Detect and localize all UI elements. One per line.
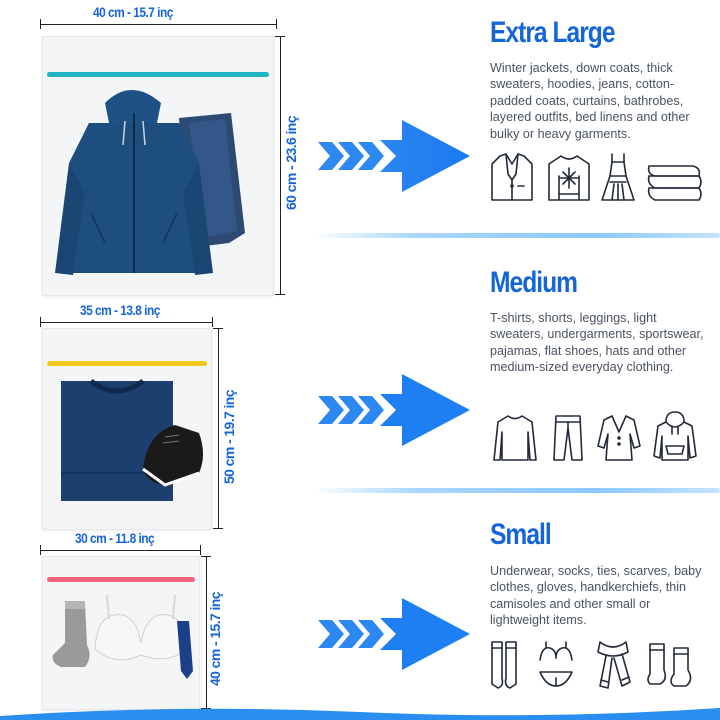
small-height-label: 40 cm - 15.7 inç <box>207 592 223 686</box>
blazer-icon <box>488 152 536 204</box>
medium-arrow-icon <box>318 372 470 448</box>
large-width-line <box>40 24 276 25</box>
small-width-label: 30 cm - 11.8 inç <box>75 530 155 546</box>
scarf-icon <box>592 638 634 692</box>
medium-height-tick-bottom <box>213 528 223 529</box>
medium-height-label: 50 cm - 19.7 inç <box>221 390 237 484</box>
small-bag-zipper <box>47 577 195 582</box>
small-height-tick-top <box>201 556 211 557</box>
large-arrow-icon <box>318 118 470 194</box>
jacket-image <box>49 83 269 283</box>
medium-mesh-bag <box>42 328 212 530</box>
large-height-tick-bottom <box>275 294 285 295</box>
large-description: Winter jackets, down coats, thick sweaters, hoodies, jeans, cotton-padded coats, curtains, bathrobes, layered outfits, bed linens and other bulky or heavy garments. <box>490 61 690 141</box>
medium-width-label: 35 cm - 13.8 inç <box>80 302 160 318</box>
separator-large <box>312 233 720 238</box>
medium-title: Medium <box>490 266 578 299</box>
large-mesh-bag <box>42 36 274 296</box>
large-width-tick-left <box>40 19 41 29</box>
large-width-tick-right <box>276 19 277 29</box>
large-title: Extra Large <box>490 16 615 49</box>
folded-blanket-icon <box>643 160 705 204</box>
small-mesh-bag <box>42 556 200 710</box>
large-height-tick-top <box>275 36 285 37</box>
small-width-line <box>40 550 200 551</box>
medium-height-line <box>218 328 219 528</box>
dress-icon <box>598 152 638 204</box>
snowflake-sweater-icon <box>545 152 593 204</box>
small-width-dimension <box>0 526 210 556</box>
small-arrow-icon <box>318 596 470 672</box>
large-width-dimension <box>0 0 290 40</box>
large-height-label: 60 cm - 23.6 inç <box>283 116 299 210</box>
small-width-tick-left <box>40 545 41 555</box>
medium-width-tick-left <box>40 317 41 327</box>
trousers-icon <box>550 412 586 464</box>
medium-width-tick-right <box>212 317 213 327</box>
stockings-icon <box>488 638 522 692</box>
medium-description: T-shirts, shorts, leggings, light sweaters, undergarments, sportswear, pajamas, flat shoes, hats and other medium-sized everyday clothing. <box>490 311 704 375</box>
separator-medium <box>312 488 720 493</box>
tshirt-shoe-image <box>47 373 209 523</box>
lingerie-icon <box>536 640 576 690</box>
medium-width-line <box>40 322 212 323</box>
long-sleeve-shirt-icon <box>490 412 540 464</box>
medium-width-dimension <box>0 300 230 330</box>
bottom-wave <box>0 702 720 720</box>
small-description: Underwear, socks, ties, scarves, baby clothes, gloves, handkerchiefs, thin camisoles and other small or lightweight items. <box>490 564 702 628</box>
small-title: Small <box>490 518 551 551</box>
large-width-label: 40 cm - 15.7 inç <box>93 4 173 20</box>
hoodie-icon <box>652 410 698 464</box>
blouse-icon <box>596 412 642 464</box>
large-bag-zipper <box>47 72 269 77</box>
large-height-line <box>280 36 281 294</box>
medium-bag-zipper <box>47 361 207 366</box>
socks-icon <box>646 640 698 690</box>
small-width-tick-right <box>200 545 201 555</box>
medium-height-tick-top <box>213 328 223 329</box>
small-items-image <box>47 587 197 707</box>
